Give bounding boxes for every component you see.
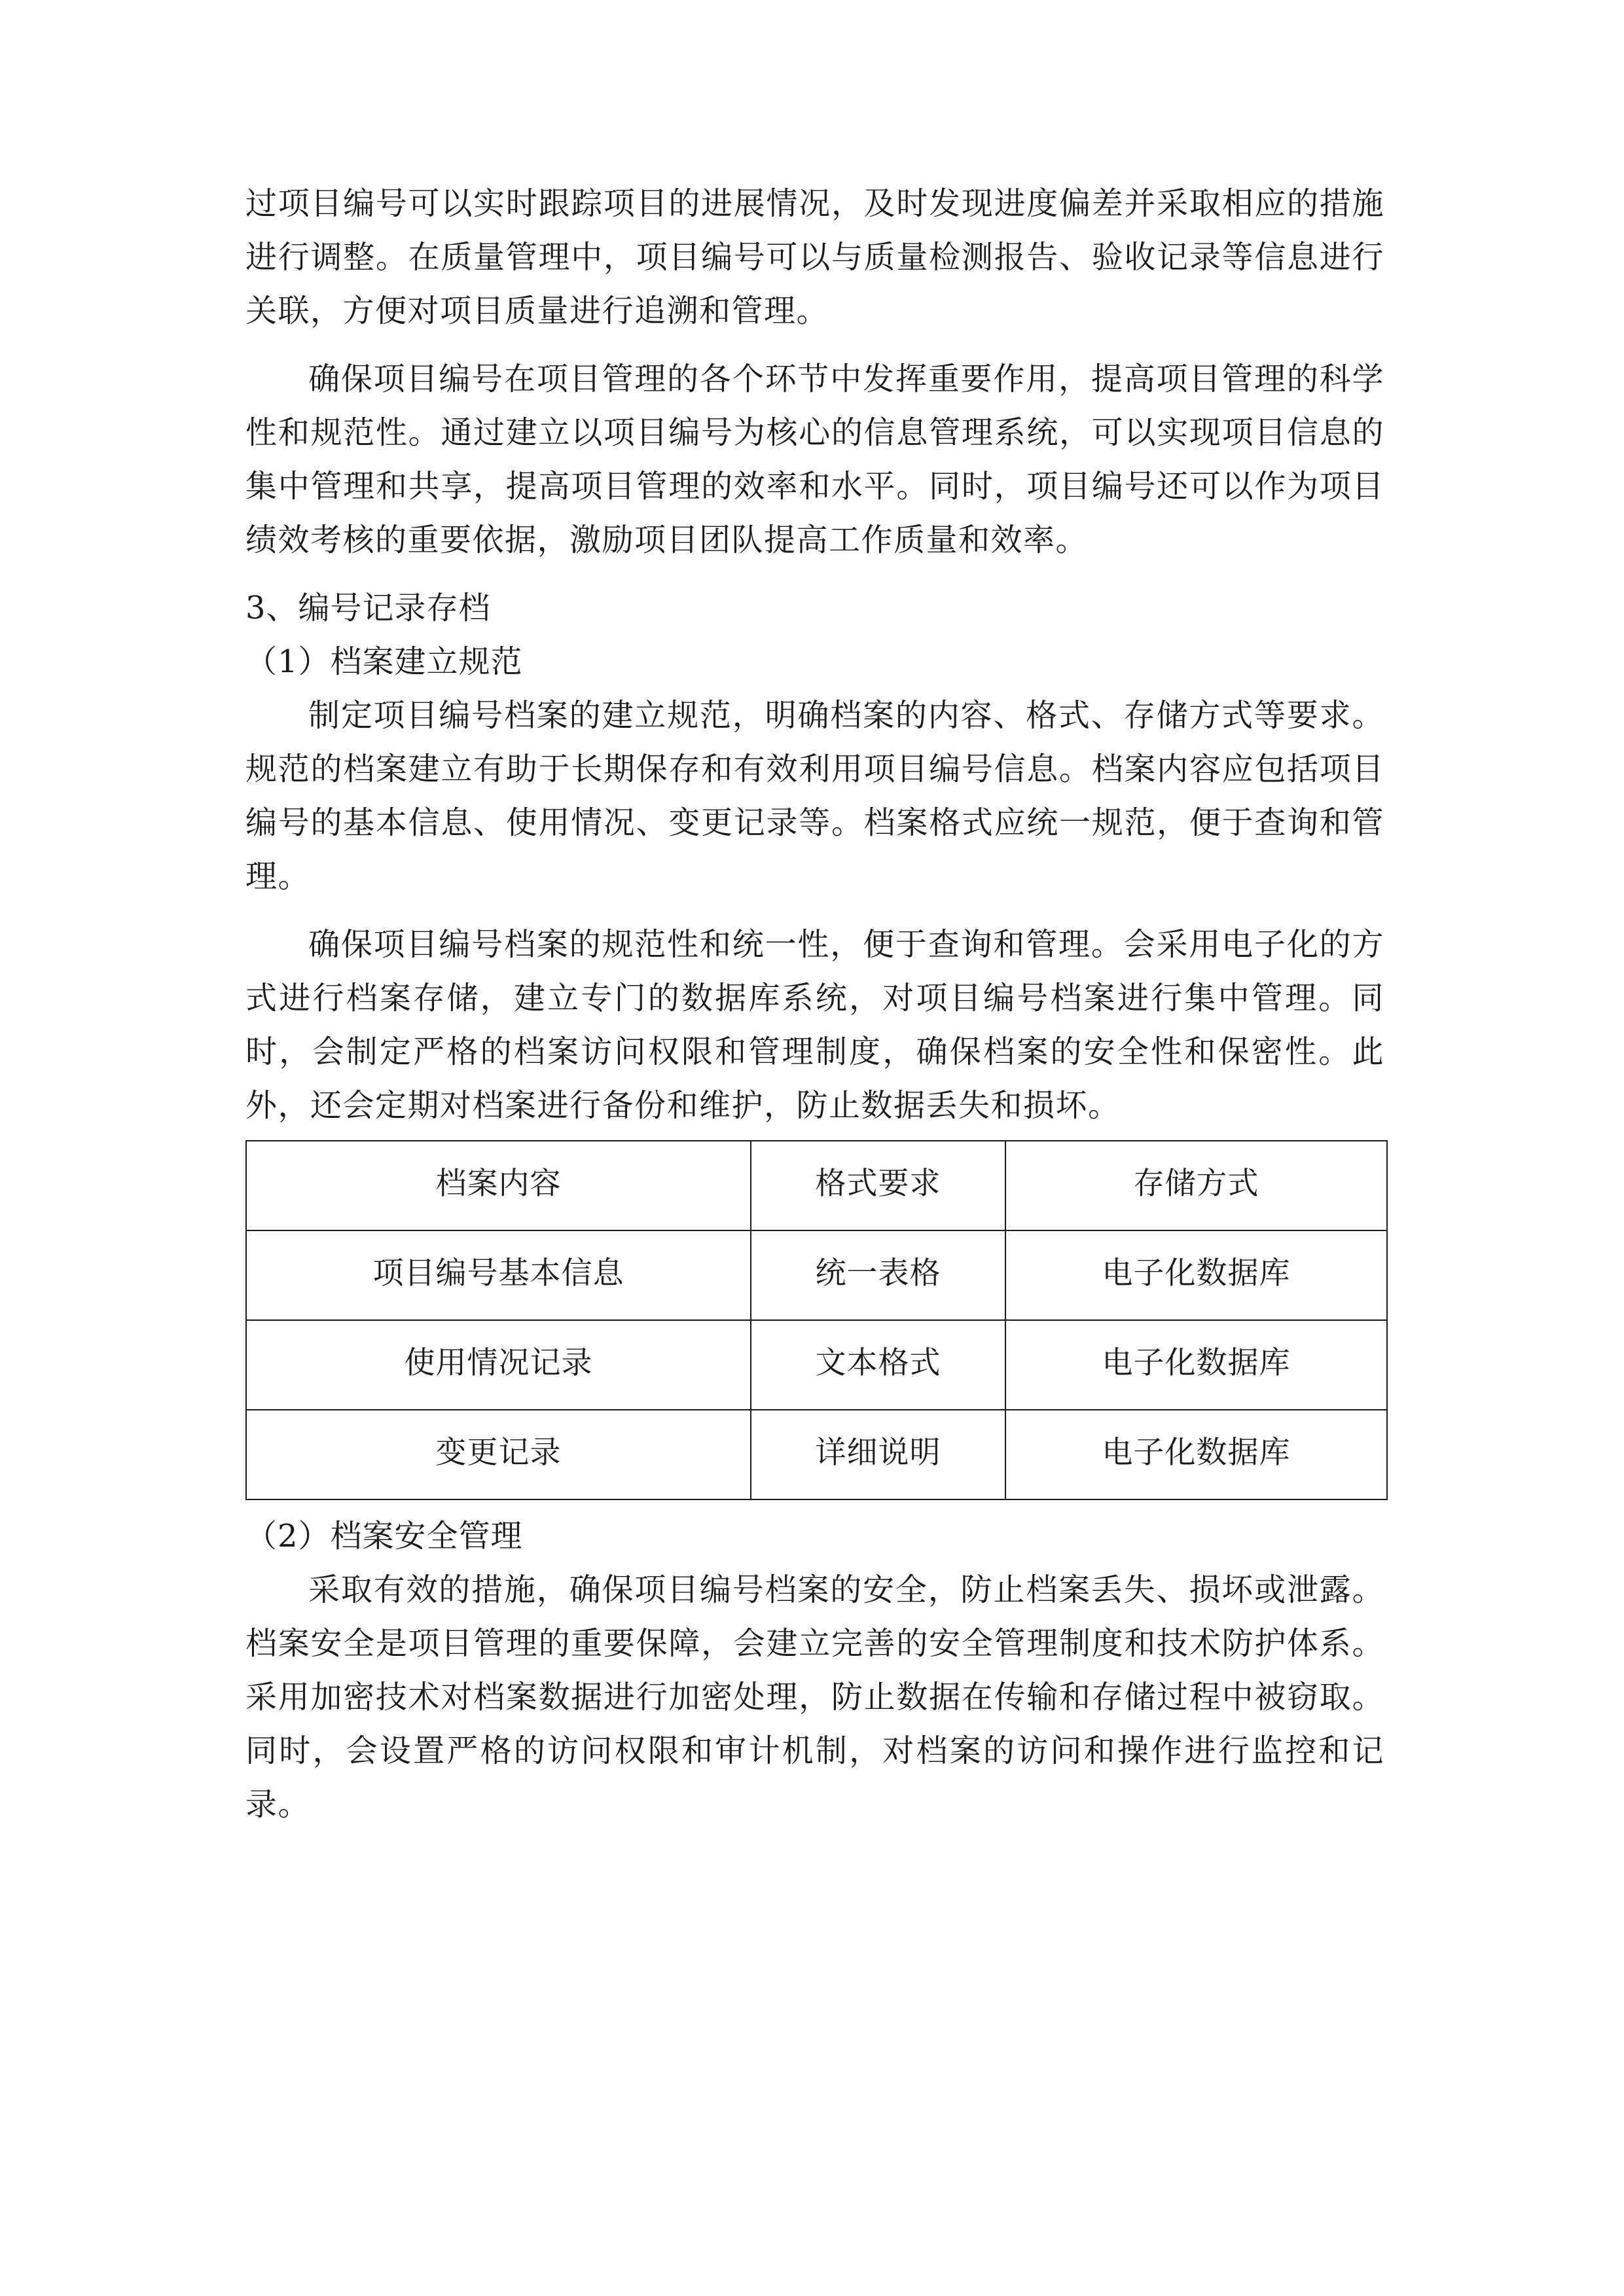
table-cell: 使用情况记录: [246, 1320, 751, 1410]
intro-paragraph-continued: 过项目编号可以实时跟踪项目的进展情况，及时发现进度偏差并采取相应的措施进行调整。在质量管理中，项目编号可以与质量检测报告、验收记录等信息进行关联，方便对项目质量进行追溯和管理。: [245, 185, 1384, 329]
table-header-cell: 存储方式: [1005, 1141, 1387, 1230]
table-header-row: [246, 1141, 1387, 1230]
table-cell: 详细说明: [751, 1410, 1005, 1499]
intro-paragraph: 确保项目编号在项目管理的各个环节中发挥重要作用，提高项目管理的科学性和规范性。通过建立以项目编号为核心的信息管理系统，可以实现项目信息的集中管理和共享，提高项目管理的效率和水平。同时，项目编号还可以作为项目绩效考核的重要依据，激励项目团队提高工作质量和效率。: [245, 361, 1384, 558]
table-row: [246, 1320, 1387, 1410]
paragraph-gap: [245, 567, 1384, 581]
table-cell: 文本格式: [751, 1320, 1005, 1410]
subsection-heading-archive-security: （2）档案安全管理: [245, 1518, 523, 1554]
table-header-cell: 格式要求: [751, 1141, 1005, 1230]
subsection-heading-archive-standard: （1）档案建立规范: [245, 643, 523, 680]
table-cell: 电子化数据库: [1005, 1320, 1387, 1410]
table-cell: 电子化数据库: [1005, 1410, 1387, 1499]
section-heading: 3、编号记录存档: [245, 590, 491, 626]
archive-security-paragraph: 采取有效的措施，确保项目编号档案的安全，防止档案丢失、损坏或泄露。档案安全是项目管理的重要保障，会建立完善的安全管理制度和技术防护体系。采用加密技术对档案数据进行加密处理，防止数据在传输和存储过程中被窃取。同时，会设置严格的访问权限和审计机制，对档案的访问和操作进行监控和记录。: [245, 1571, 1384, 1823]
archive-table: [245, 1140, 1388, 1500]
paragraph-gap: [245, 903, 1384, 918]
table-cell: 项目编号基本信息: [246, 1230, 751, 1320]
archive-standard-paragraph: 确保项目编号档案的规范性和统一性，便于查询和管理。会采用电子化的方式进行档案存储，建立专门的数据库系统，对项目编号档案进行集中管理。同时，会制定严格的档案访问权限和管理制度，确保档案的安全性和保密性。此外，还会定期对档案进行备份和维护，防止数据丢失和损坏。: [245, 926, 1384, 1124]
table-row: [246, 1410, 1387, 1499]
document-page: [245, 177, 1384, 1831]
paragraph-gap: [245, 338, 1384, 352]
table-row: [246, 1230, 1387, 1320]
table-cell: 变更记录: [246, 1410, 751, 1499]
archive-standard-paragraph: 制定项目编号档案的建立规范，明确档案的内容、格式、存储方式等要求。规范的档案建立有助于长期保存和有效利用项目编号信息。档案内容应包括项目编号的基本信息、使用情况、变更记录等。档案格式应统一规范，便于查询和管理。: [245, 697, 1384, 895]
table-cell: 统一表格: [751, 1230, 1005, 1320]
table-cell: 电子化数据库: [1005, 1230, 1387, 1320]
table-header-cell: 档案内容: [246, 1141, 751, 1230]
